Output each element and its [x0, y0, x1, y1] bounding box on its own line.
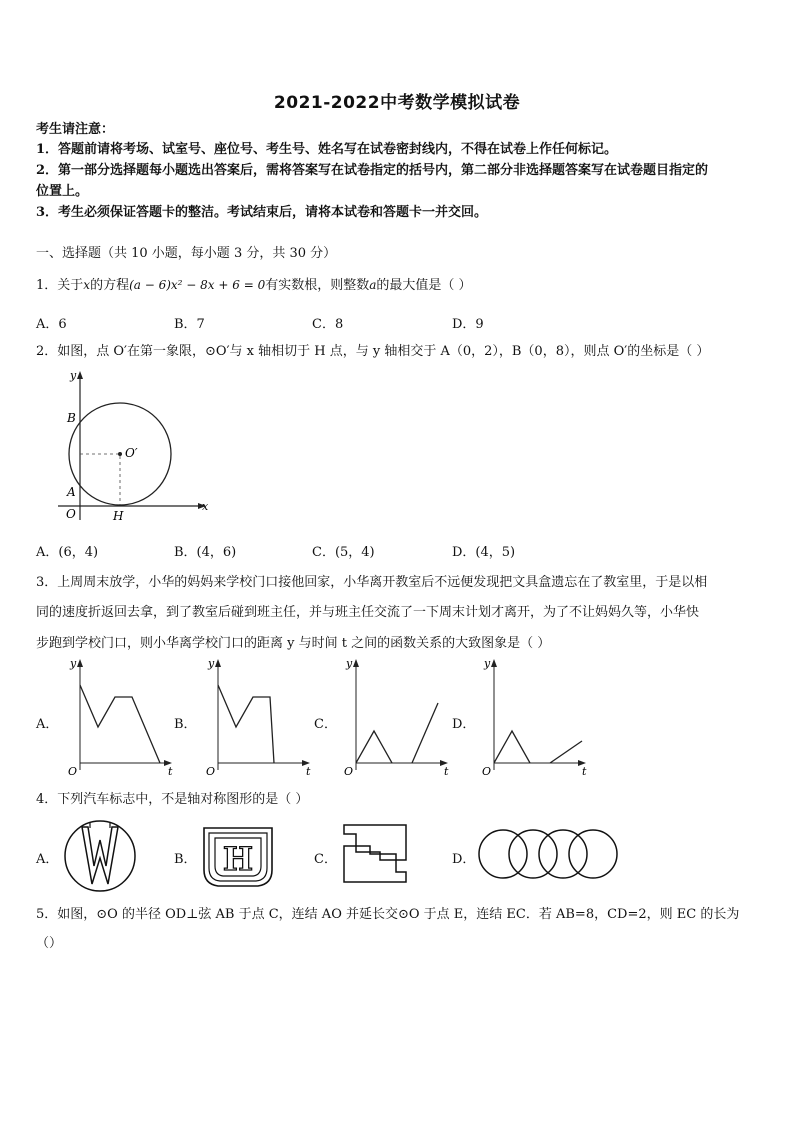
svg-text:O: O	[206, 765, 216, 778]
svg-text:y: y	[70, 657, 77, 670]
q1-suffix: 的最大值是（ ）	[376, 278, 472, 293]
notice-item: 3．考生必须保证答题卡的整洁。考试结束后，请将本试卷和答题卡一并交回。	[36, 205, 488, 220]
svg-text:y: y	[208, 657, 215, 670]
q3-option-a-letter[interactable]: A．	[36, 717, 59, 732]
q4-option-c-letter[interactable]: C．	[314, 852, 337, 867]
question-2-stem: 2．如图，点 O′在第一象限，⊙O′与 x 轴相切于 H 点，与 y 轴相交于 A（0，2），B（0，8），则点 O′的坐标是（ ）	[36, 344, 710, 359]
q1-option-c[interactable]: C．8	[312, 317, 344, 332]
q3-graph-c[interactable]	[336, 655, 456, 780]
q1-prefix: 1．关于	[36, 278, 84, 293]
question-3-stem: 步跑到学校门口，则小华离学校门口的距离 y 与时间 t 之间的函数关系的大致图象是（ ）	[36, 636, 551, 651]
svg-text:t: t	[444, 765, 449, 778]
svg-text:O: O	[344, 765, 354, 778]
question-5-stem: （）	[36, 936, 63, 951]
notice-item: 位置上。	[36, 184, 89, 199]
point-a-label: A	[67, 485, 76, 499]
q3-graph-a[interactable]	[60, 655, 180, 780]
q1-var-x: x	[83, 278, 91, 292]
svg-text:y: y	[346, 657, 353, 670]
q1-equation: (a − 6)x² − 8x + 6 = 0	[129, 278, 266, 292]
point-h-label: H	[113, 509, 124, 523]
point-b-label: B	[67, 411, 76, 425]
question-1-stem	[36, 275, 472, 296]
svg-text:t: t	[306, 765, 311, 778]
y-label: y	[70, 369, 77, 382]
center-label: O′	[125, 446, 138, 460]
q3-option-c-letter[interactable]: C．	[314, 717, 337, 732]
q1-middle: 的方程	[90, 278, 130, 293]
notice-heading: 考生请注意：	[36, 122, 115, 137]
section-heading: 一、选择题（共 10 小题，每小题 3 分，共 30 分）	[36, 246, 337, 261]
svg-text:t: t	[582, 765, 587, 778]
notice-item: 2．第一部分选择题每小题选出答案后，需将答案写在试卷指定的括号内，第二部分非选择题答案写在试卷题目指定的	[36, 163, 709, 178]
q4-option-b-letter[interactable]: B．	[174, 852, 197, 867]
origin-label: O	[66, 507, 76, 521]
svg-text:O: O	[482, 765, 492, 778]
center-point	[118, 452, 122, 456]
q4-logo-b-honda[interactable]	[198, 822, 278, 892]
q4-logo-d-rings[interactable]	[474, 826, 624, 884]
y-axis-arrow	[77, 371, 83, 379]
page-title: 2021-2022中考数学模拟试卷	[273, 93, 521, 113]
question-3-stem: 3．上周周末放学，小华的妈妈来学校门口接他回家，小华离开教室后不远便发现把文具盒遗忘在了教室里，于是以相	[36, 575, 708, 590]
q2-option-d[interactable]: D．(4，5)	[452, 545, 516, 560]
q3-option-d-letter[interactable]: D．	[452, 717, 476, 732]
honda-h-letter: H	[222, 840, 254, 878]
q1-option-d[interactable]: D．9	[452, 317, 484, 332]
notice-item: 1．答题前请将考场、试室号、座位号、考生号、姓名写在试卷密封线内，不得在试卷上作任何标记。	[36, 142, 618, 157]
q1-option-a[interactable]: A．6	[36, 317, 67, 332]
question-5-stem: 5．如图，⊙O 的半径 OD⊥弦 AB 于点 C，连结 AO 并延长交⊙O 于点 E，连结 EC．若 AB=8，CD=2，则 EC 的长为	[36, 907, 740, 922]
q3-option-b-letter[interactable]: B．	[174, 717, 197, 732]
q4-logo-a-vw[interactable]	[62, 818, 138, 894]
q2-option-a[interactable]: A．(6，4)	[36, 545, 99, 560]
q2-option-b[interactable]: B．(4，6)	[174, 545, 237, 560]
q3-graph-d[interactable]	[474, 655, 594, 780]
svg-text:O: O	[68, 765, 78, 778]
svg-text:t: t	[168, 765, 173, 778]
svg-text:y: y	[484, 657, 491, 670]
question-4-stem: 4．下列汽车标志中，不是轴对称图形的是（ ）	[36, 792, 309, 807]
q4-logo-c-shape[interactable]	[340, 822, 412, 886]
q1-option-b[interactable]: B．7	[174, 317, 205, 332]
q4-option-a-letter[interactable]: A．	[36, 852, 59, 867]
q3-graph-b[interactable]	[198, 655, 318, 780]
q4-option-d-letter[interactable]: D．	[452, 852, 476, 867]
q2-option-c[interactable]: C．(5，4)	[312, 545, 375, 560]
q1-middle2: 有实数根，则整数	[265, 278, 370, 293]
q1-var-a: a	[369, 278, 377, 292]
question-3-stem: 同的速度折返回去拿，到了教室后碰到班主任，并与班主任交流了一下周末计划才离开，为了不让妈妈久等，小华快	[36, 605, 700, 620]
q2-circle-figure	[50, 365, 220, 530]
x-label: x	[202, 500, 209, 513]
